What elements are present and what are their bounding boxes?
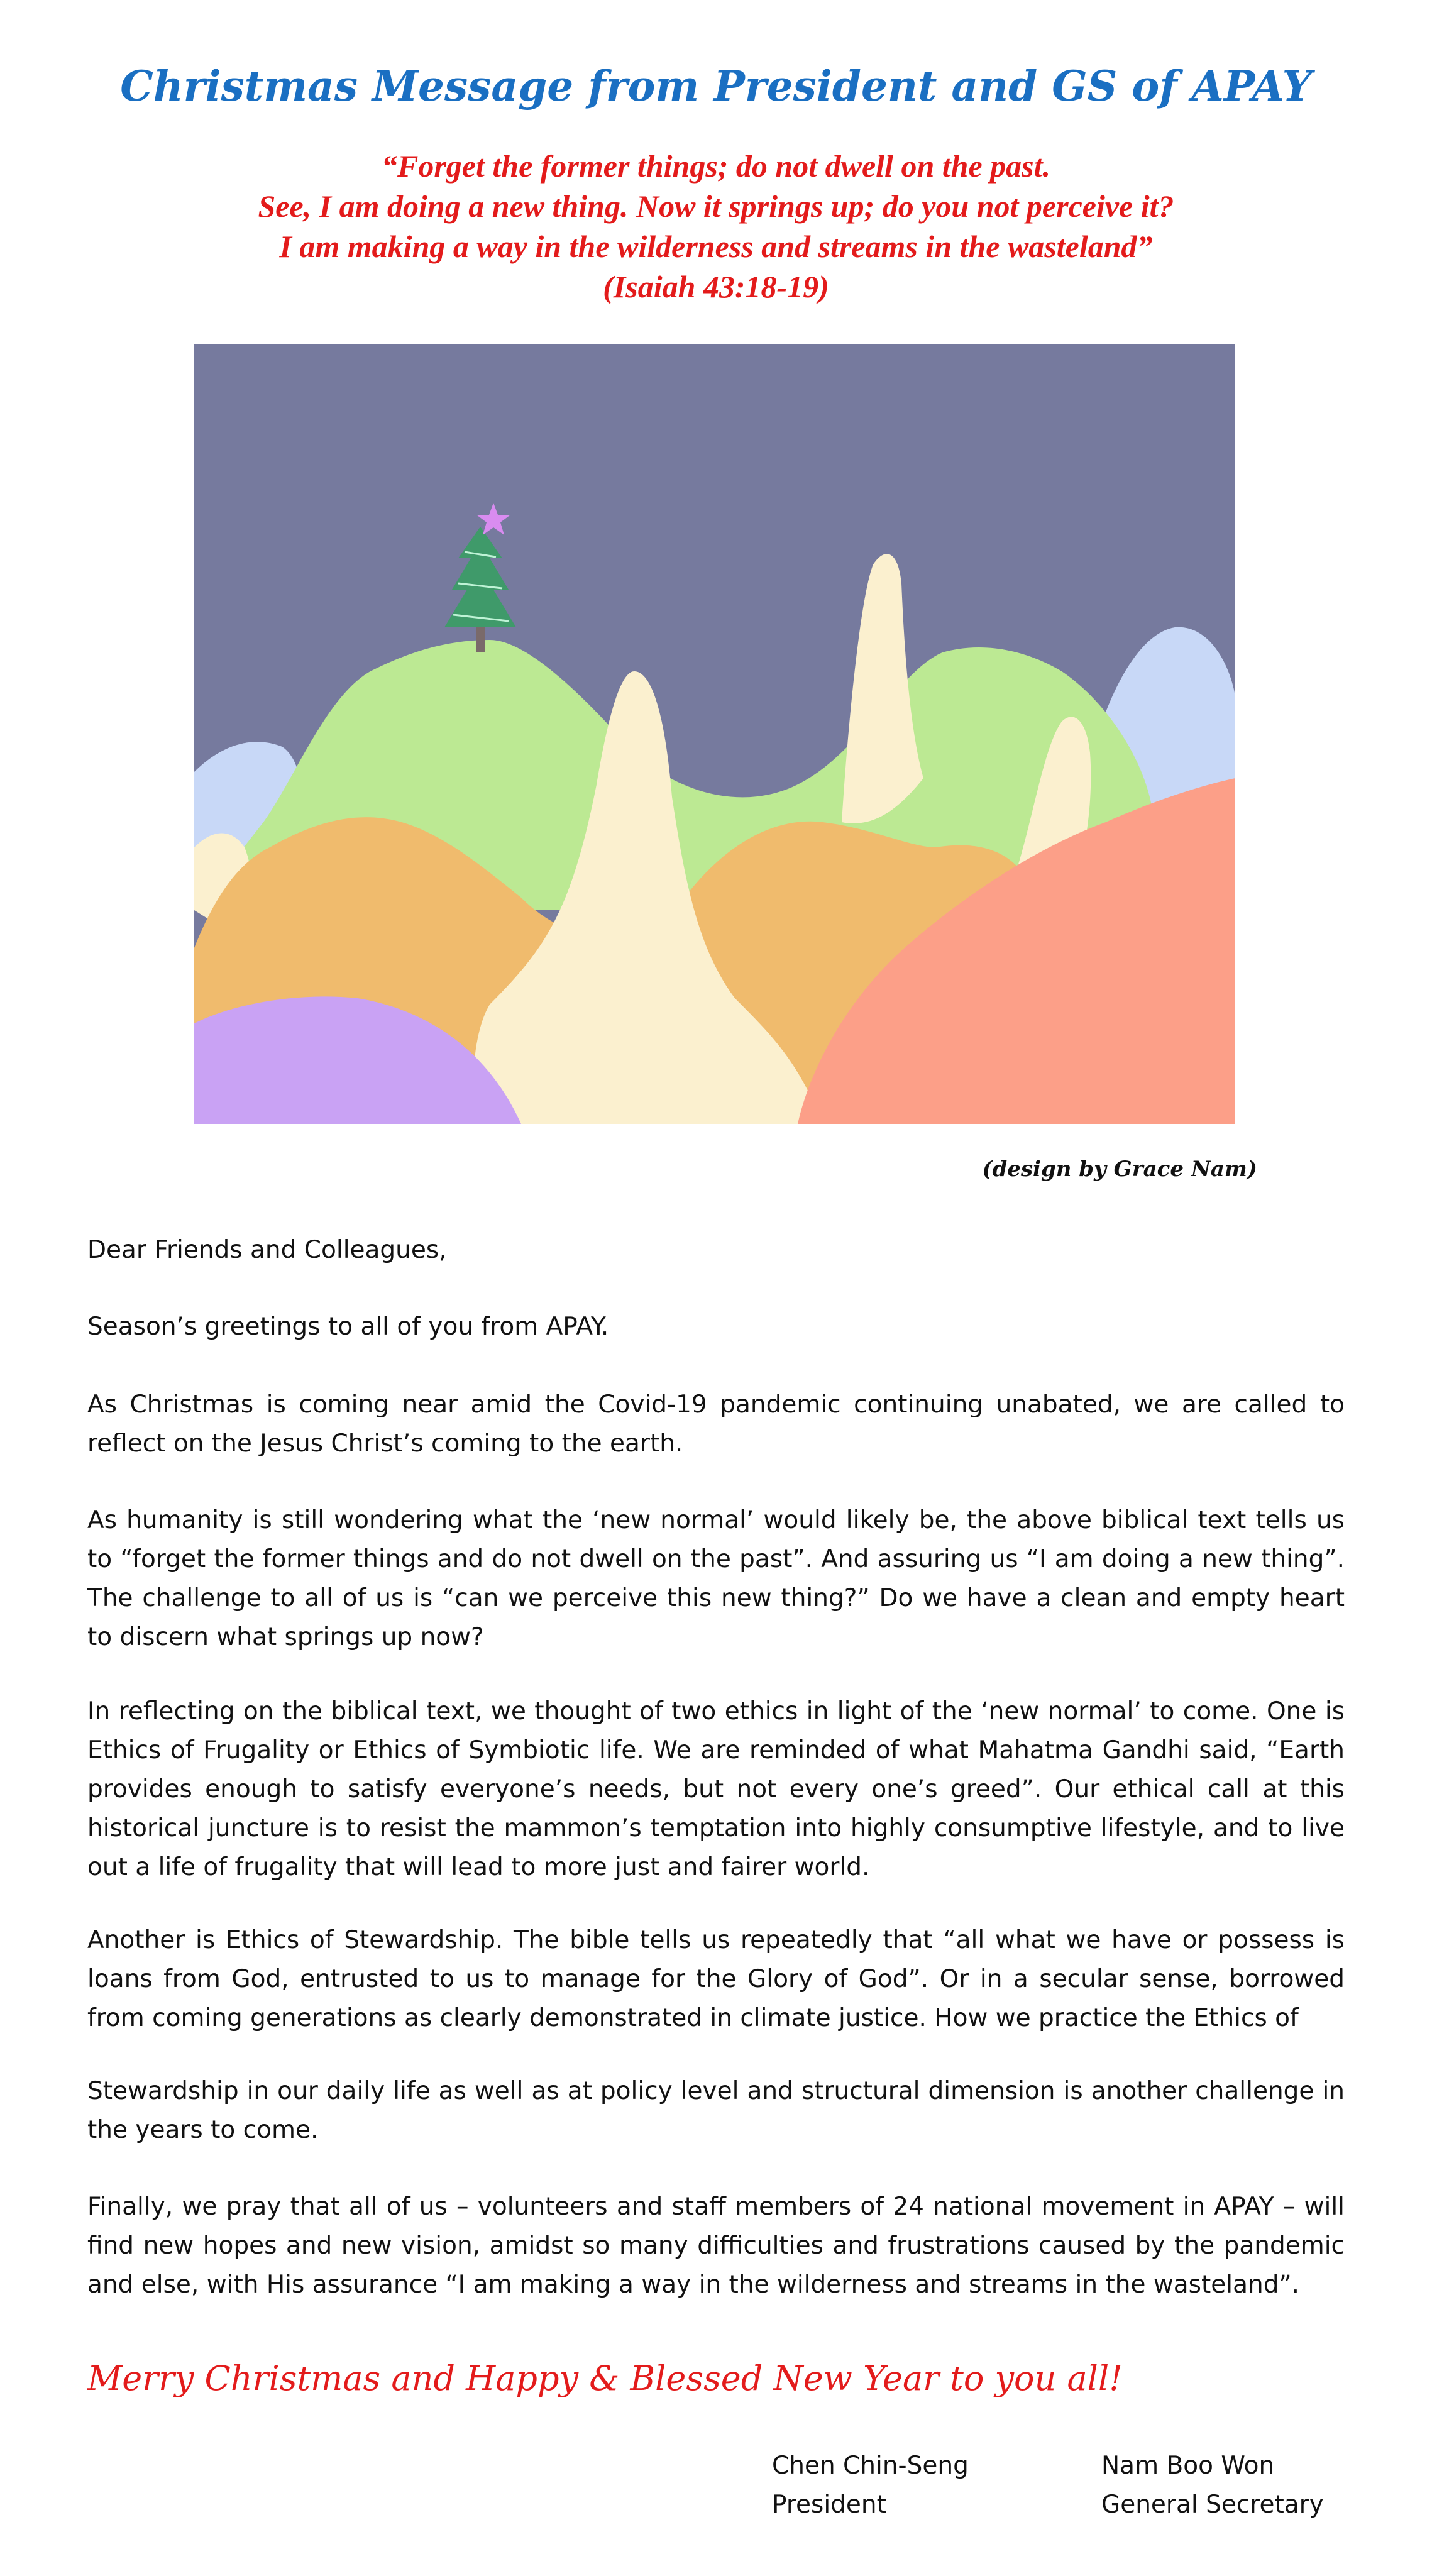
letter-paragraph: As humanity is still wondering what the ‘new normal’ would likely be, the above biblical text tells us to “forget the former things and do not dwell on the past”. And assuring us “I am doing a new thing”. The challenge to all of us is “can we perceive this new thing?” Do we have a clean and empty heart to discern what springs up now?	[87, 1506, 1345, 1651]
letter-paragraph: Stewardship in our daily life as well as at policy level and structural dimension is another challenge in the years to come.	[87, 2077, 1345, 2144]
letter-paragraph: Finally, we pray that all of us – volunteers and staff members of 24 national movement in APAY – will find new hopes and new vision, amidst so many difficulties and frustrations caused by the pandemic and else, with His assurance “I am making a way in the wilderness and streams in the wasteland”.	[87, 2193, 1345, 2299]
artwork-credit: (design by Grace Nam)	[982, 1157, 1257, 1182]
scripture-line: “Forget the former things; do not dwell on the past.	[381, 148, 1050, 184]
letter-paragraph: Another is Ethics of Stewardship. The bible tells us repeatedly that “all what we have or possess is loans from God, entrusted to us to manage for the Glory of God”. Or in a secular sense, borrowed from coming generations as clearly demonstrated in climate justice. How we practice the Ethics of	[87, 1926, 1345, 2032]
signature-role: President	[772, 2491, 886, 2519]
christmas-artwork	[194, 344, 1235, 1124]
letter-paragraph: As Christmas is coming near amid the Covid-19 pandemic continuing unabated, we are called to reflect on the Jesus Christ’s coming to the earth.	[87, 1390, 1345, 1458]
signature-name: Nam Boo Won	[1101, 2452, 1275, 2480]
closing-greeting: Merry Christmas and Happy & Blessed New Year to you all!	[87, 2359, 1123, 2398]
page-title: Christmas Message from President and GS of APAY	[120, 62, 1312, 111]
signature-president	[772, 2447, 969, 2524]
scripture-line: I am making a way in the wilderness and streams in the wasteland”	[279, 229, 1153, 264]
letter-greeting: Dear Friends and Colleagues,	[87, 1236, 447, 1264]
signature-general-secretary	[1101, 2447, 1324, 2524]
letter-paragraph: Season’s greetings to all of you from APAY.	[87, 1313, 609, 1341]
scripture-quote	[0, 146, 1432, 307]
scripture-line: See, I am doing a new thing. Now it springs up; do you not perceive it?	[258, 189, 1174, 224]
letter-paragraph: In reflecting on the biblical text, we thought of two ethics in light of the ‘new normal’ to come. One is Ethics of Frugality or Ethics of Symbiotic life. We are reminded of what Mahatma Gandhi said, “Earth provides enough to satisfy everyone’s needs, but not every one’s greed”. Our ethical call at this historical juncture is to resist the mammon’s temptation into highly consumptive lifestyle, and to live out a life of frugality that will lead to more just and fairer world.	[87, 1697, 1345, 1881]
signature-name: Chen Chin-Seng	[772, 2452, 969, 2480]
scripture-reference: (Isaiah 43:18-19)	[603, 269, 829, 304]
signature-role: General Secretary	[1101, 2491, 1324, 2519]
